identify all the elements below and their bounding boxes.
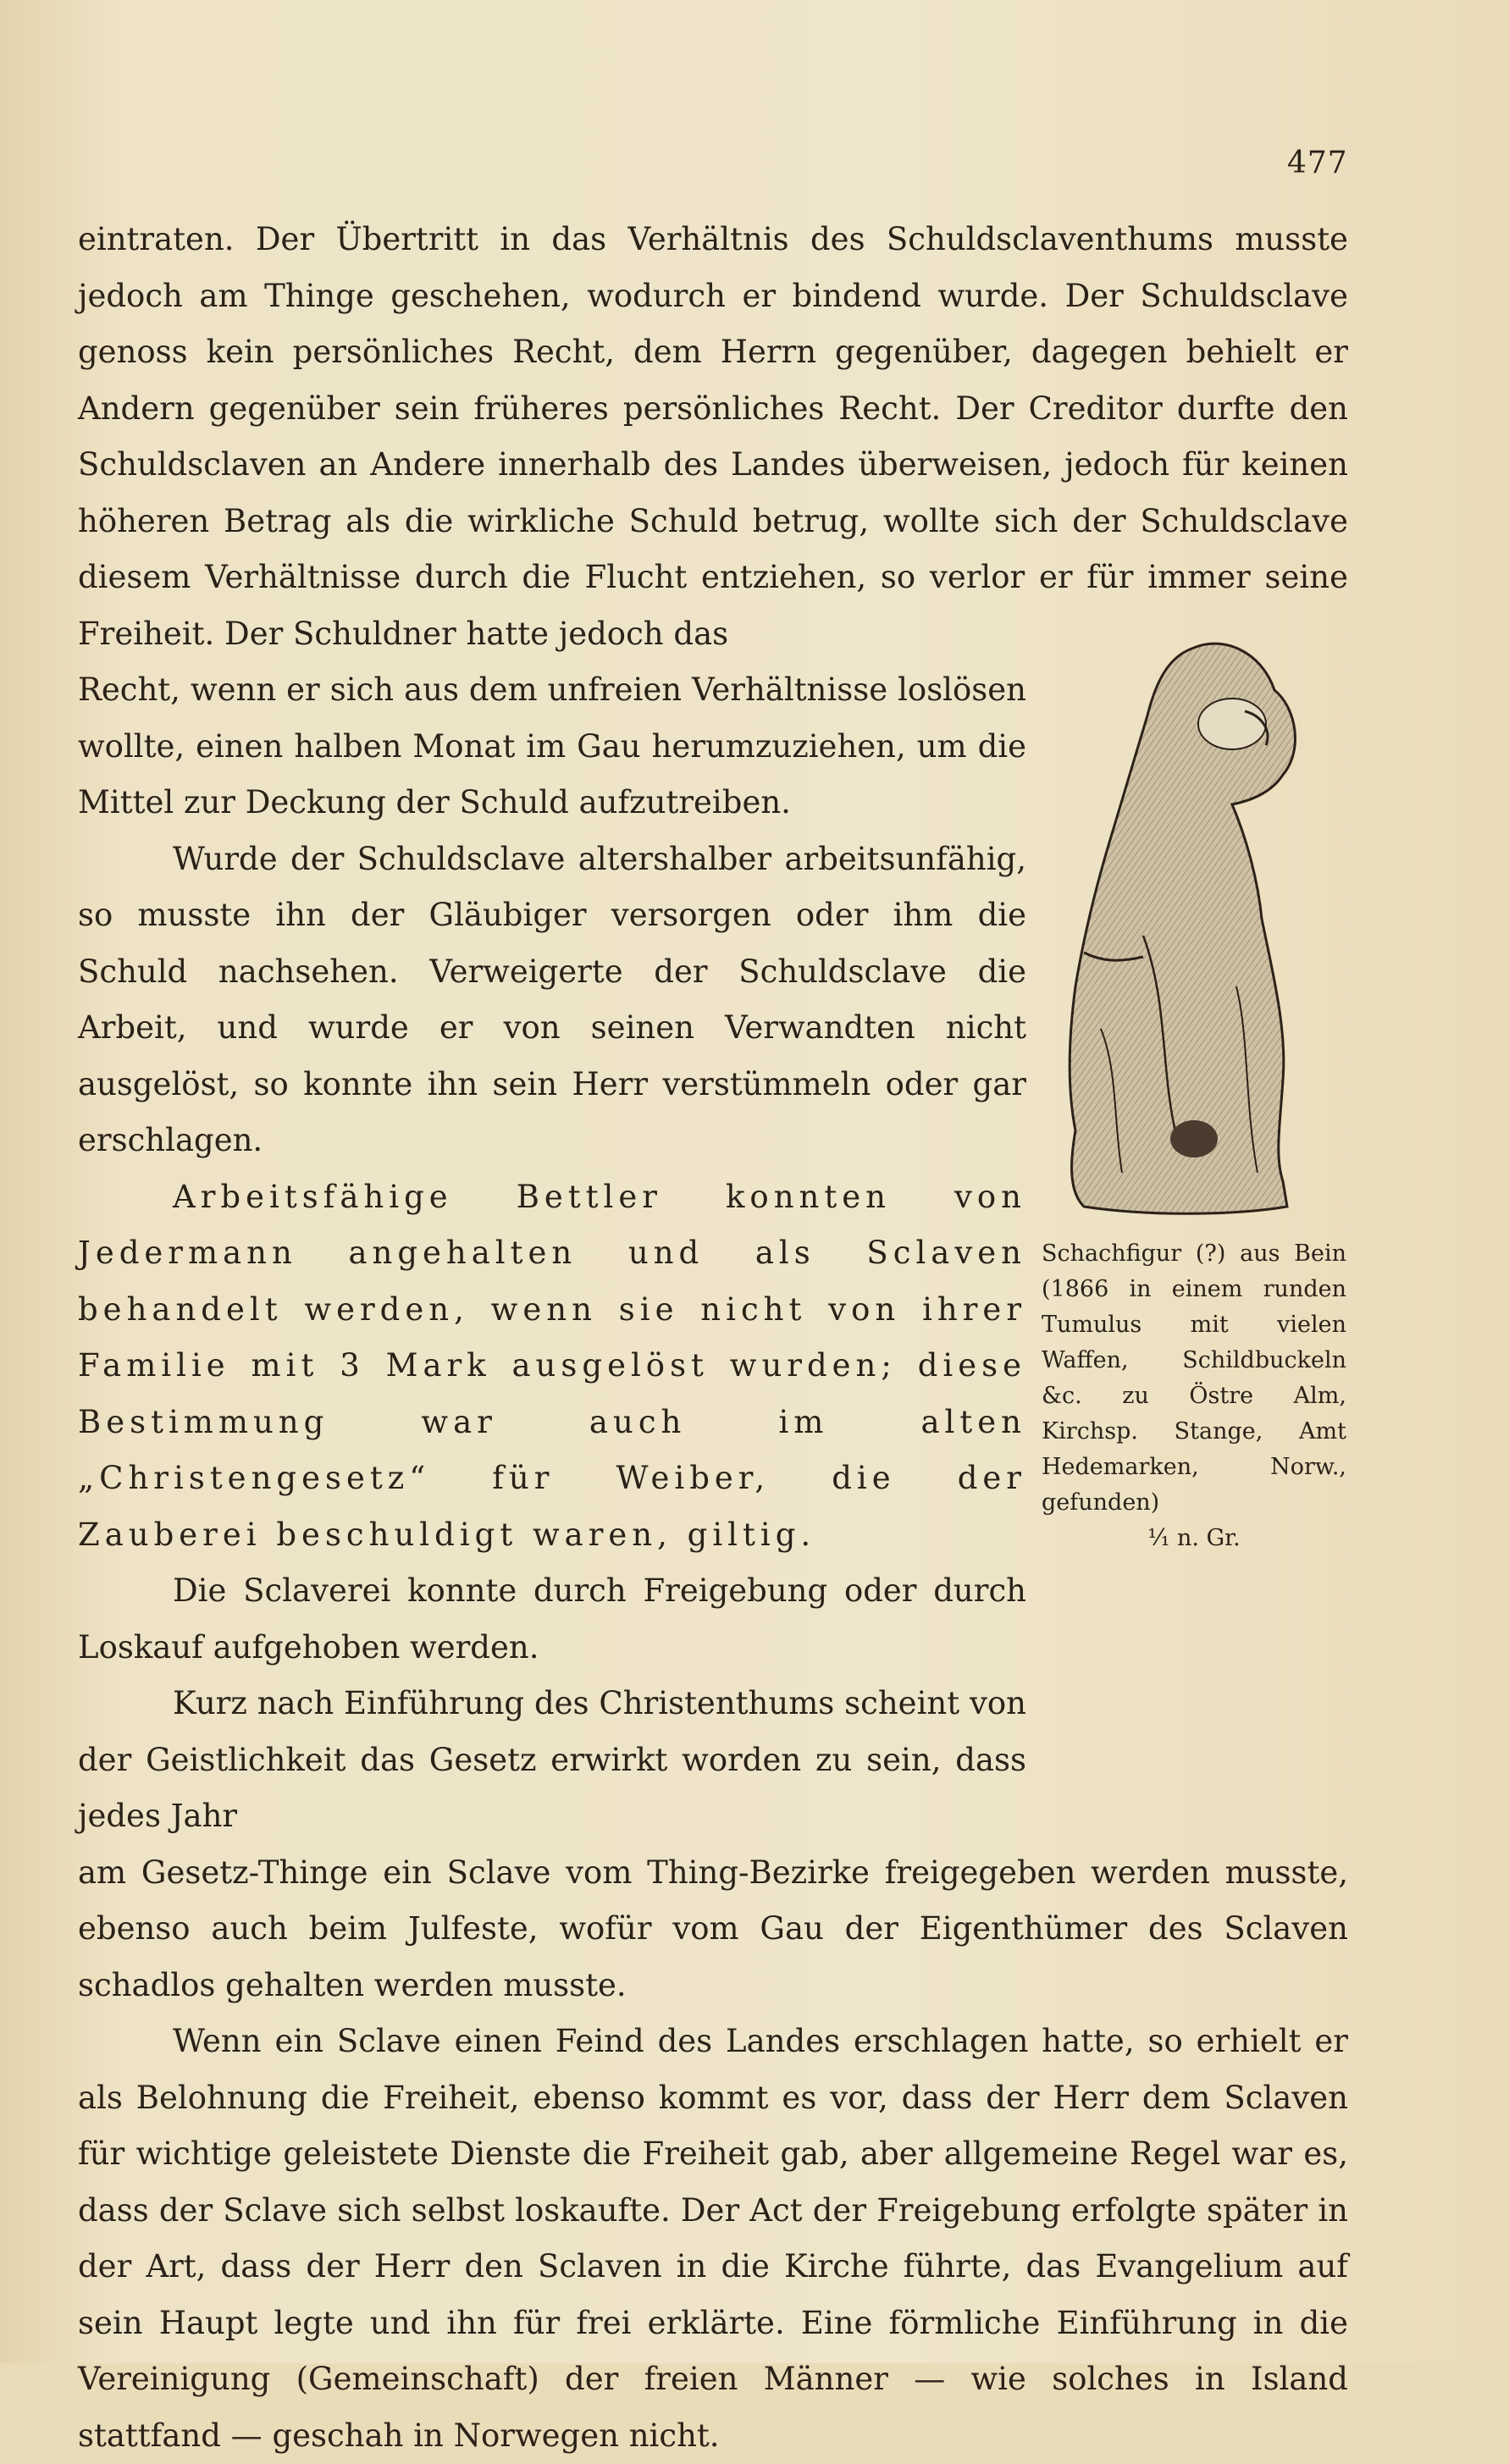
chess-piece-illustration [1050,631,1329,1224]
paragraph: Arbeitsfähige Bettler konnten von Jedermann angehalten und als Sclaven behandelt werden, wenn sie nicht von ihrer Familie mit 3 Mark ausgelöst wurden; diese Bestimmung war auch im alten „Christengesetz“ für Weiber, die der Zauberei beschuldigt waren, giltig. [78,1178,1026,1553]
paragraph: Die Sclaverei konnte durch Freigebung oder durch Loskauf aufgehoben werden. [78,1572,1026,1666]
caption-text: Schachfigur (?) aus Bein (1866 in einem runden Tumulus mit vielen Waffen, Schildbuckeln &c. zu Östre Alm, Kirchsp. Stange, Amt Hedemarken, Norw., gefunden) [1042,1240,1346,1516]
page-number: 477 [1287,146,1348,180]
figure-caption [1042,1236,1346,1556]
paragraph: Wurde der Schuldsclave altershalber arbeitsunfähig, so musste ihn der Gläubiger versorgen oder ihm die Schuld nachsehen. Verweigerte der Schuldsclave die Arbeit, und wurde er von seinen Verwandten nicht ausgelöst, so konnte ihn sein Herr verstümmeln oder gar erschlagen. [78,840,1026,1158]
figure [1042,631,1355,1551]
scale-note: ¹⁄₁ n. Gr. [1147,1525,1241,1551]
paragraph: Recht, wenn er sich aus dem unfreien Verhältnisse loslösen wollte, einen halben Monat im Gau herumzuziehen, um die Mittel zur Deckung der Schuld aufzutreiben. [78,671,1026,820]
paragraph: eintraten. Der Übertritt in das Verhältnis des Schuldsclaventhums musste jedoch am Thinge geschehen, wodurch er bindend wurde. Der Schuldsclave genoss kein persönliches Recht, dem Herrn gegenüber, dagegen behielt er Andern gegenüber sein früheres persönliches Recht. Der Creditor durfte den Schuldsclaven an Andere innerhalb des Landes überweisen, jedoch für keinen höheren Betrag als die wirkliche Schuld betrug, wollte sich der Schuldsclave diesem Verhältnisse durch die Flucht entziehen, so verlor er für immer seine Freiheit. Der Schuldner hatte jedoch das [78,221,1348,652]
paragraph: am Gesetz-Thinge ein Sclave vom Thing-Bezirke freigegeben werden musste, ebenso auch beim Julfeste, wofür vom Gau der Eigenthümer des Sclaven schadlos gehalten werden musste. [78,1854,1348,2003]
paragraph: Wenn ein Sclave einen Feind des Landes erschlagen hatte, so erhielt er als Belohnung die Freiheit, ebenso kommt es vor, dass der Herr dem Sclaven für wichtige geleistete Dienste die Freiheit gab, aber allgemeine Regel war es, dass der Sclave sich selbst loskaufte. Der Act der Freigebung erfolgte später in der Art, dass der Herr den Sclaven in die Kirche führte, das Evangelium auf sein Haupt legte und ihn für frei erklärte. Eine förmliche Einführung in die Vereinigung (Gemeinschaft) der freien Männer — wie solches in Island stattfand — geschah in Norwegen nicht. [78,2023,1348,2454]
paragraph: Kurz nach Einführung des Christenthums scheint von der Geistlichkeit das Gesetz erwirkt worden zu sein, dass jedes Jahr [78,1685,1026,1834]
